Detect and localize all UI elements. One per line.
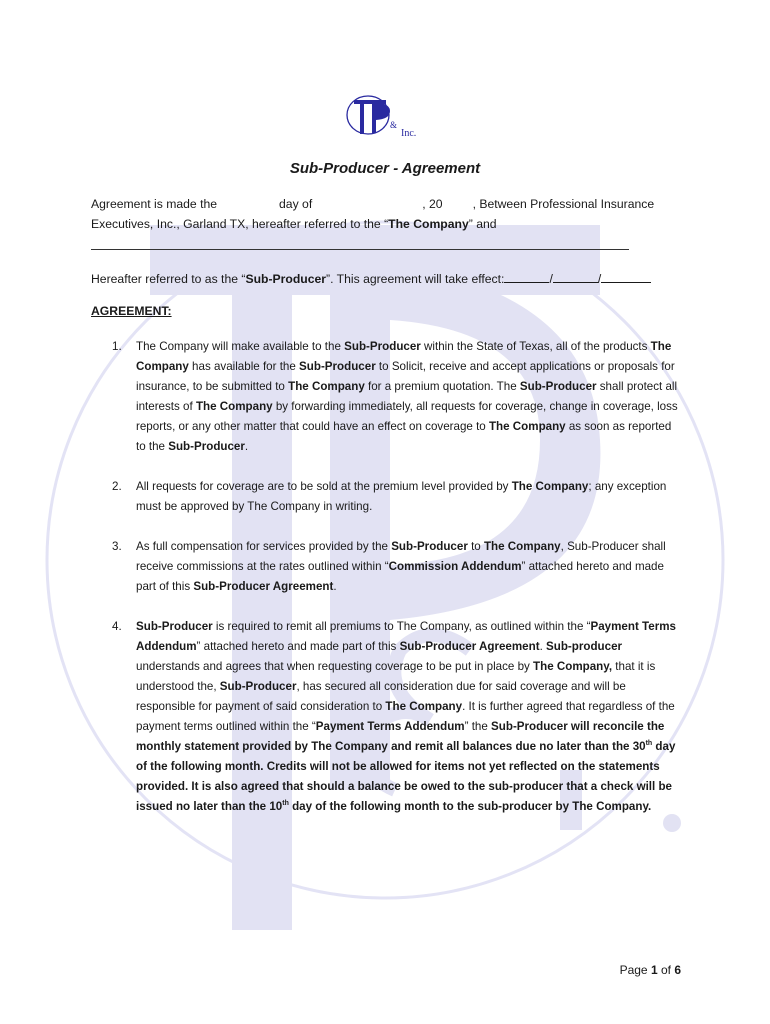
effective-year-field[interactable] — [601, 270, 651, 283]
agreement-list — [91, 337, 681, 837]
list-item: 1. The Company will make available to the Sub-Producer within the State of Texas, all of the products The Company has available for the Sub-Producer to Solicit, receive and accept applications or proposals for insurance, to be submitted to The Company for a premium quotation. The Sub-Producer shall protect all interests of The Company by forwarding immediately, all requests for coverage, change in coverage, loss reports, or any other matter that could have an effect on coverage to The Company as soon as reported to the Sub-Producer. — [112, 340, 678, 453]
section-heading: AGREEMENT: — [91, 304, 172, 318]
svg-text:&: & — [390, 120, 398, 130]
effective-day-field[interactable] — [553, 270, 598, 283]
intro-line-2: Executives, Inc., Garland TX, hereafter referred to the “The Company” and — [91, 217, 497, 231]
effective-month-field[interactable] — [504, 270, 549, 283]
logo-inc-text: Inc. — [401, 128, 417, 139]
intro-line-4: Hereafter referred to as the “Sub-Producer”. This agreement will take effect: / / — [91, 270, 651, 287]
signature-blank-line[interactable] — [91, 249, 629, 250]
list-item: 4. Sub-Producer is required to remit all premiums to The Company, as outlined within the “Payment Terms Addendum” attached hereto and made part of this Sub-Producer Agreement. Sub-producer understands and agrees that when requesting coverage to be put in place by The Company, that it is understood the, Sub-Producer, has secured all consideration due for said coverage and will be responsible for payment of said consideration to The Company. It is further agreed that regardless of the payment terms outlined within the “Payment Terms Addendum” the Sub-Producer will reconcile the monthly statement provided by The Company and remit all balances due no later than the 30th day of the following month. Credits will not be allowed for items not yet reflected on the statements provided. It is also agreed that should a balance be owed to the sub-producer that a check will be issued no later than the 10th day of the following month to the sub-producer by The Company. — [112, 620, 676, 813]
list-item: 2. All requests for coverage are to be sold at the premium level provided by The Company; any exception must be approved by The Company in writing. — [112, 480, 667, 513]
list-item: 3. As full compensation for services provided by the Sub-Producer to The Company, Sub-Producer shall receive commissions at the rates outlined within “Commission Addendum” attached hereto and made part of this Sub-Producer Agreement. — [112, 540, 666, 593]
page-title: Sub-Producer - Agreement — [289, 160, 481, 177]
intro-line-1: Agreement is made the day of , 20 , Between Professional Insurance — [91, 197, 655, 211]
page-number: Page 1 of 6 — [619, 963, 681, 977]
